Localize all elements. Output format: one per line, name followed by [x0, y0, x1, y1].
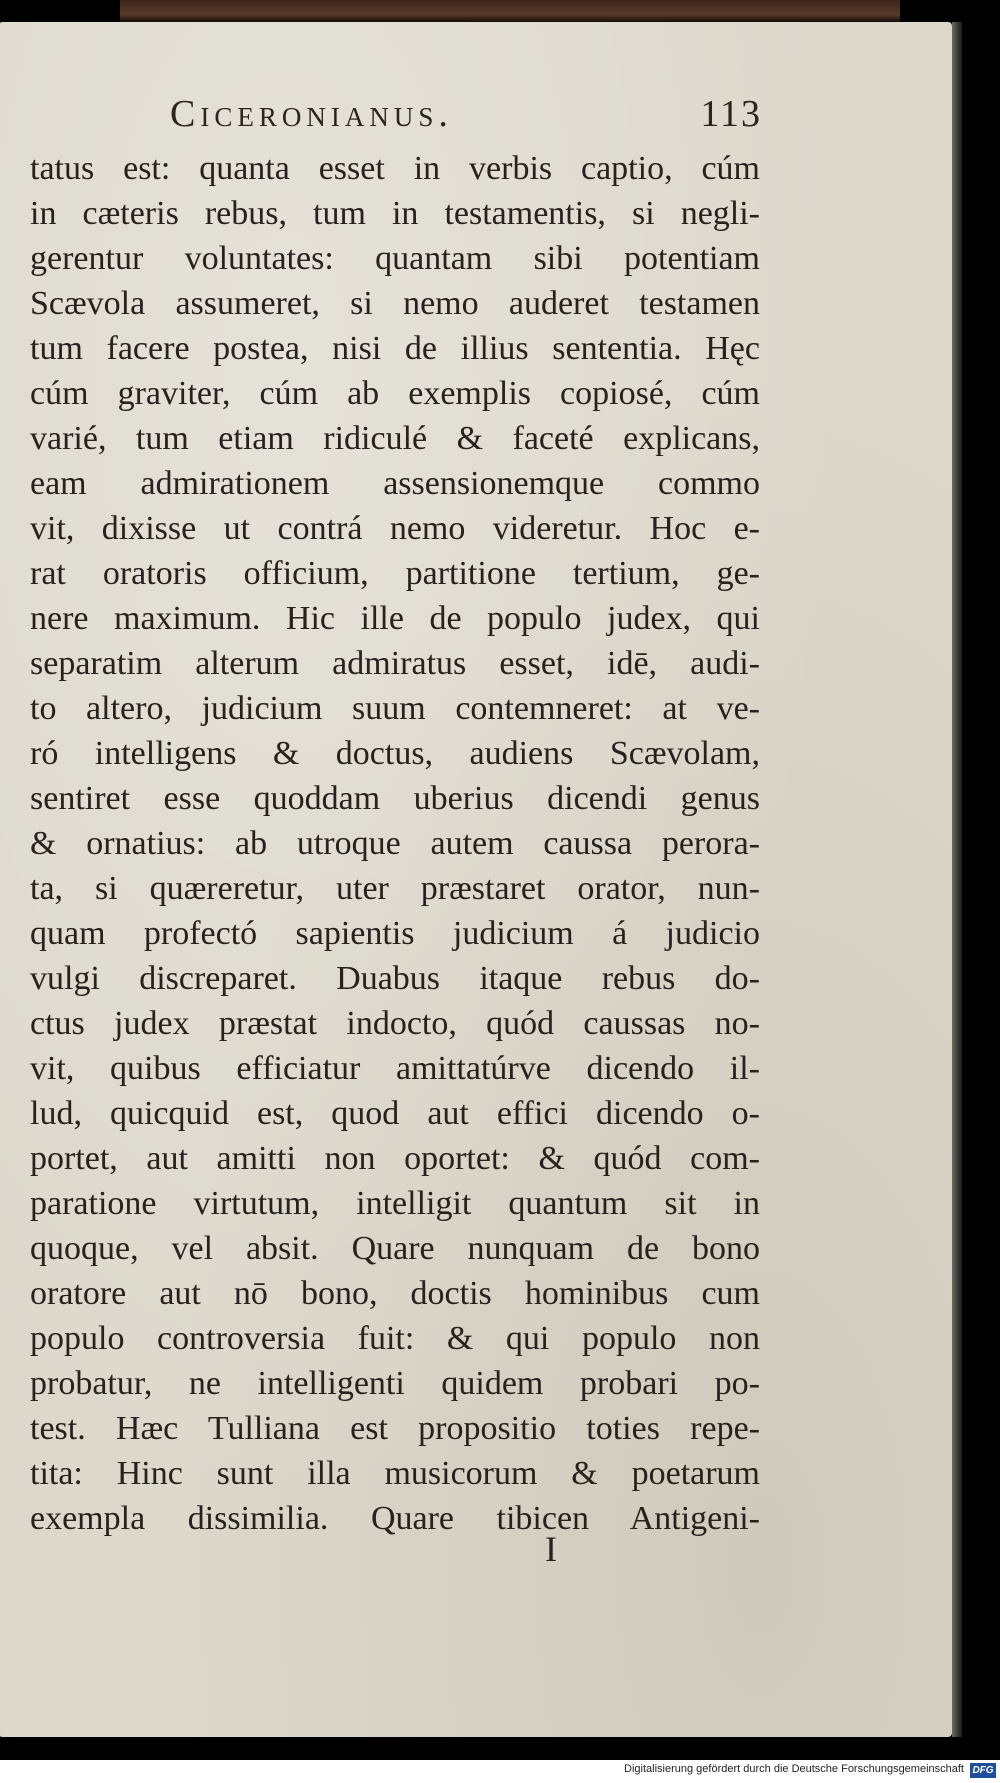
text-line: tatus est: quanta esset in verbis captio, cúm — [30, 150, 760, 187]
page-edge-shadow — [952, 22, 962, 1737]
text-line: oratore aut nō bono, doctis hominibus cum — [30, 1275, 760, 1312]
body-text — [30, 146, 760, 1541]
text-line: paratione virtutum, intelligit quantum sit in — [30, 1185, 760, 1222]
page-number: 113 — [700, 93, 762, 135]
binding-strip — [120, 0, 900, 24]
text-line: populo controversia fuit: & qui populo non — [30, 1320, 760, 1357]
text-line: portet, aut amitti non oportet: & quód com- — [30, 1140, 760, 1177]
text-line: nere maximum. Hic ille de populo judex, qui — [30, 600, 760, 637]
footer-bar — [0, 1760, 1000, 1783]
text-line: probatur, ne intelligenti quidem probari po- — [30, 1365, 760, 1402]
text-line: exempla dissimilia. Quare tibicen Antigeni- — [30, 1500, 760, 1537]
text-line: vit, dixisse ut contrá nemo videretur. Hoc e- — [30, 510, 760, 547]
text-line: cúm graviter, cúm ab exemplis copiosé, cúm — [30, 375, 760, 412]
text-line: ta, si quæreretur, uter præstaret orator, nun- — [30, 870, 760, 907]
text-line: vit, quibus efficiatur amittatúrve dicendo il- — [30, 1050, 760, 1087]
signature-mark: I — [545, 1529, 557, 1569]
running-head — [170, 92, 762, 136]
dfg-logo-icon: DFG — [970, 1763, 996, 1778]
text-line: vulgi discreparet. Duabus itaque rebus do- — [30, 960, 760, 997]
text-line: quoque, vel absit. Quare nunquam de bono — [30, 1230, 760, 1267]
text-line: sentiret esse quoddam uberius dicendi genus — [30, 780, 760, 817]
text-line: tum facere postea, nisi de illius sententia. Hęc — [30, 330, 760, 367]
text-line: & ornatius: ab utroque autem caussa perora- — [30, 825, 760, 862]
text-line: separatim alterum admiratus esset, idē, audi- — [30, 645, 760, 682]
text-line: varié, tum etiam ridiculé & faceté explicans, — [30, 420, 760, 457]
text-line: tita: Hinc sunt illa musicorum & poetarum — [30, 1455, 760, 1492]
text-line: in cæteris rebus, tum in testamentis, si negli- — [30, 195, 760, 232]
running-title: Ciceronianus. — [170, 93, 453, 135]
text-line: quam profectó sapientis judicium á judicio — [30, 915, 760, 952]
text-line: test. Hæc Tulliana est propositio toties repe- — [30, 1410, 760, 1447]
text-line: ró intelligens & doctus, audiens Scævolam, — [30, 735, 760, 772]
footer-credit: Digitalisierung gefördert durch die Deutsche Forschungsgemeinschaft — [624, 1763, 964, 1775]
text-line: gerentur voluntates: quantam sibi potentiam — [30, 240, 760, 277]
text-line: eam admirationem assensionemque commo — [30, 465, 760, 502]
text-line: rat oratoris officium, partitione tertium, ge- — [30, 555, 760, 592]
text-line: ctus judex præstat indocto, quód caussas no- — [30, 1005, 760, 1042]
text-line: lud, quicquid est, quod aut effici dicendo o- — [30, 1095, 760, 1132]
text-line: to altero, judicium suum contemneret: at ve- — [30, 690, 760, 727]
text-line: Scævola assumeret, si nemo auderet testamen — [30, 285, 760, 322]
